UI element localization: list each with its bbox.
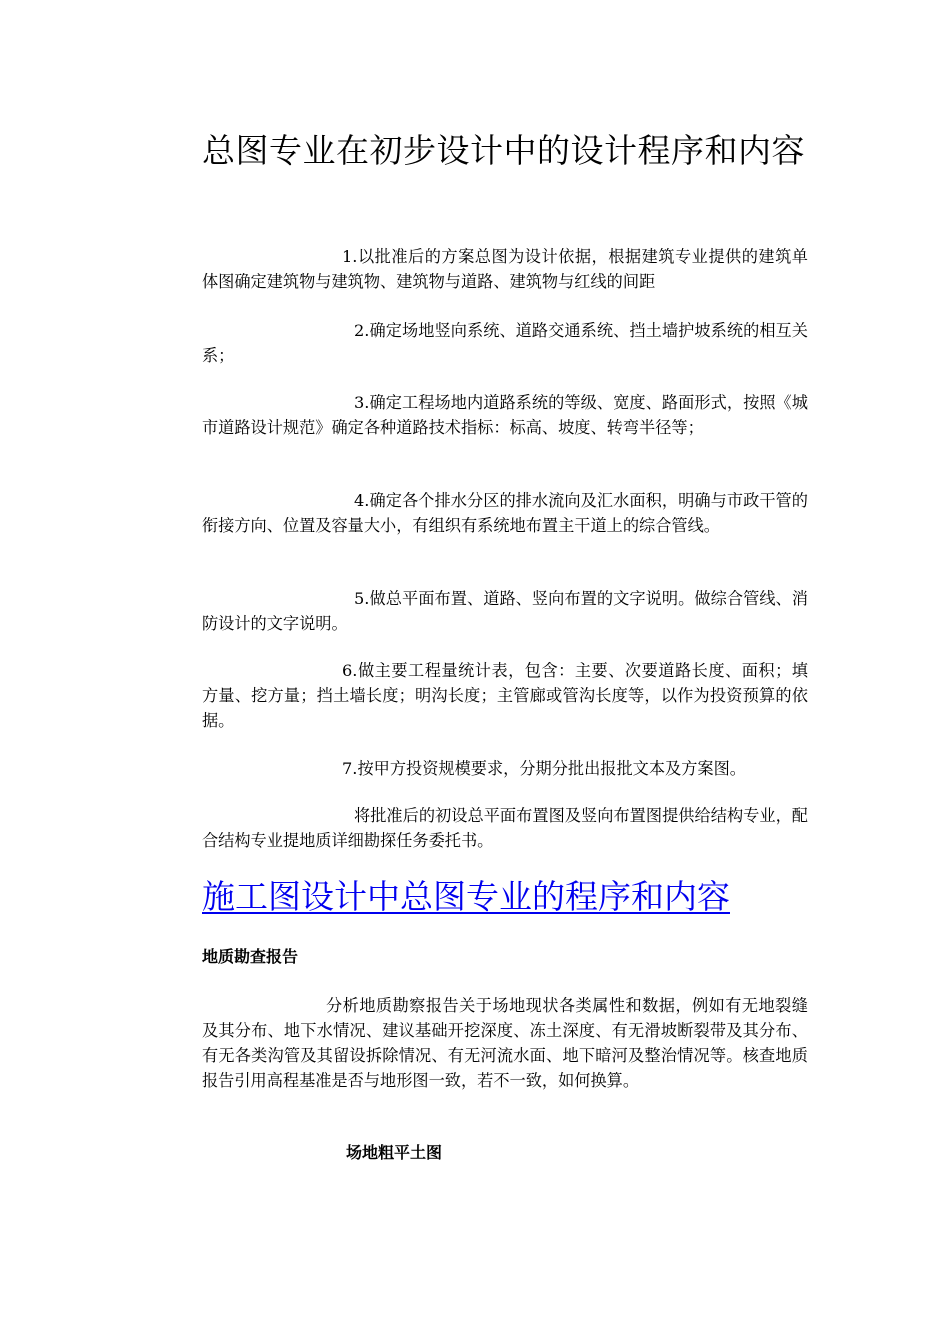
- paragraph-2: 2.确定场地竖向系统、道路交通系统、挡土墙护坡系统的相互关系；: [202, 321, 808, 365]
- paragraph-8: 将批准后的初设总平面布置图及竖向布置图提供给结构专业，配合结构专业提地质详细勘探任务委托书。: [202, 806, 808, 850]
- paragraph-4: 4.确定各个排水分区的排水流向及汇水面积，明确与市政干管的衔接方向、位置及容量大小，有组织有系统地布置主干道上的综合管线。: [202, 491, 808, 535]
- document-title: 总图专业在初步设计中的设计程序和内容: [202, 131, 805, 170]
- paragraph-7: 7.按甲方投资规模要求，分期分批出报批文本及方案图。: [342, 759, 746, 778]
- geology-report-paragraph: 分析地质勘察报告关于场地现状各类属性和数据，例如有无地裂缝及其分布、地下水情况、建议基础开挖深度、冻土深度、有无滑坡断裂带及其分布、有无各类沟管及其留设拆除情况、有无河流水面、地下暗河及整治情况等。核查地质报告引用高程基准是否与地形图一致，若不一致，如何换算。: [202, 996, 808, 1090]
- paragraph-1: 1.以批准后的方案总图为设计依据，根据建筑专业提供的建筑单体图确定建筑物与建筑物、建筑物与道路、建筑物与红线的间距: [202, 247, 808, 291]
- section-link-construction-design[interactable]: 施工图设计中总图专业的程序和内容: [202, 877, 730, 916]
- geology-report-heading: 地质勘查报告: [202, 947, 299, 966]
- paragraph-5: 5.做总平面布置、道路、竖向布置的文字说明。做综合管线、消防设计的文字说明。: [202, 589, 808, 633]
- paragraph-3: 3.确定工程场地内道路系统的等级、宽度、路面形式，按照《城市道路设计规范》确定各种道路技术指标：标高、坡度、转弯半径等；: [202, 393, 808, 437]
- site-grading-heading: 场地粗平土图: [346, 1143, 443, 1162]
- paragraph-6: 6.做主要工程量统计表，包含：主要、次要道路长度、面积；填方量、挖方量；挡土墙长度；明沟长度；主管廊或管沟长度等，以作为投资预算的依据。: [202, 661, 808, 730]
